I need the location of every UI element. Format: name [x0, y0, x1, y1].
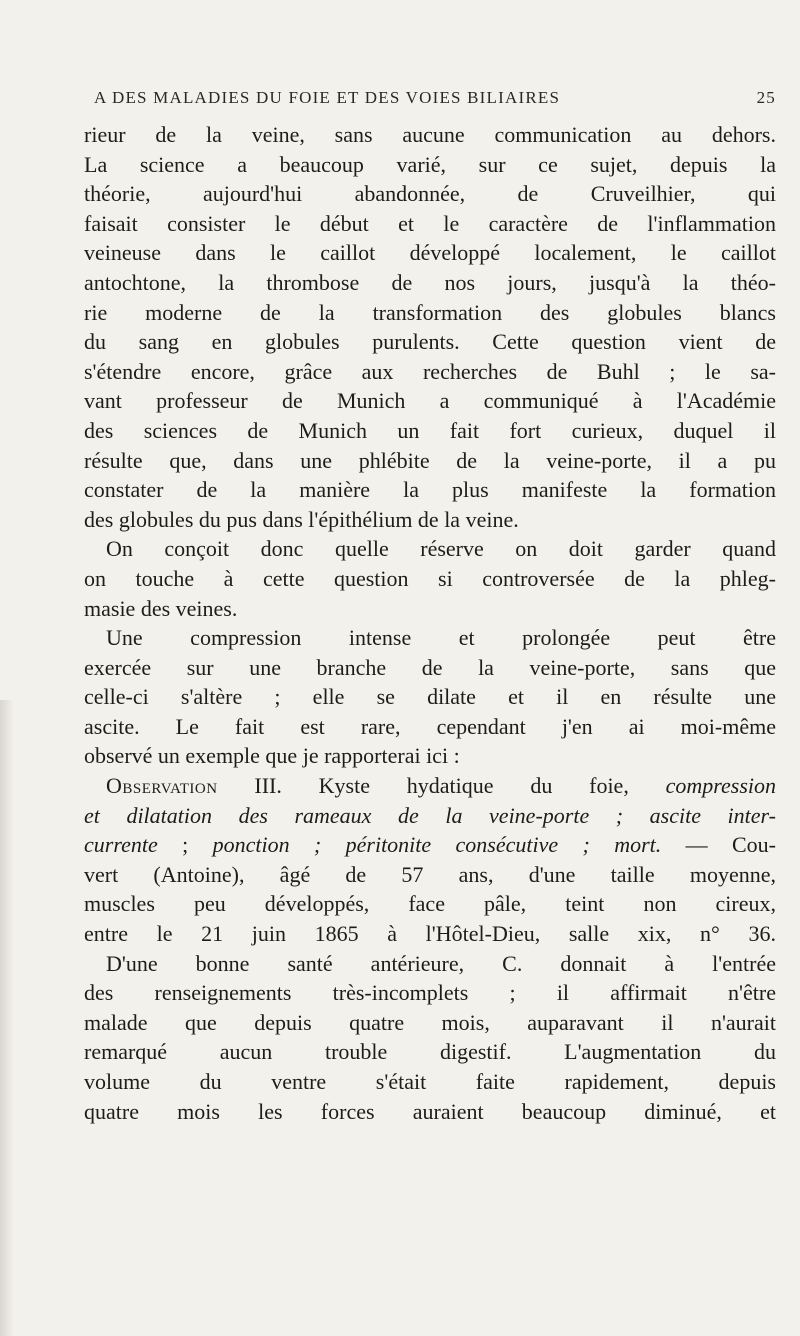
text-line: on touche à cette question si controversée de la phleg- — [84, 565, 776, 591]
text-line: théorie, aujourd'hui abandonnée, de Cruveilhier, qui — [84, 181, 776, 207]
text-line: veineuse dans le caillot développé localement, le caillot — [84, 240, 776, 266]
text-line: exercée sur une branche de la veine-porte, sans que — [84, 654, 776, 680]
running-header — [84, 88, 776, 116]
text-line: constater de la manière la plus manifeste la formation — [84, 477, 776, 503]
text-line: du sang en globules purulents. Cette question vient de — [84, 329, 776, 355]
text-line: D'une bonne santé antérieure, C. donnait à l'entrée — [106, 950, 776, 976]
text-line: s'étendre encore, grâce aux recherches de Buhl ; le sa- — [84, 358, 776, 384]
text-line: vant professeur de Munich a communiqué à l'Académie — [84, 388, 776, 414]
text-line: La science a beaucoup varié, sur ce sujet, depuis la — [84, 151, 776, 177]
observation-title-line: et dilatation des rameaux de la veine-porte ; ascite inter- — [84, 802, 776, 828]
page-number: 25 — [756, 88, 776, 107]
text-line: ascite. Le fait est rare, cependant j'en ai moi-même — [84, 713, 776, 739]
running-title: A DES MALADIES DU FOIE ET DES VOIES BILIAIRES — [94, 88, 561, 107]
text-line: On conçoit donc quelle réserve on doit garder quand — [106, 536, 776, 562]
text-line: des sciences de Munich un fait fort curieux, duquel il — [84, 417, 776, 443]
text-line: des renseignements très-incomplets ; il affirmait n'être — [84, 980, 776, 1006]
observation-title-line: currente ; ponction ; péritonite consécutive ; mort. — Cou- — [84, 832, 776, 858]
body-text — [84, 120, 776, 1126]
text-line: malade que depuis quatre mois, auparavant il n'aurait — [84, 1009, 776, 1035]
text-line: antochtone, la thrombose de nos jours, jusqu'à la théo- — [84, 269, 776, 295]
text-line: entre le 21 juin 1865 à l'Hôtel-Dieu, salle xix, n° 36. — [84, 921, 776, 947]
text-line: vert (Antoine), âgé de 57 ans, d'une taille moyenne, — [84, 861, 776, 887]
text-line: faisait consister le début et le caractère de l'inflammation — [84, 210, 776, 236]
text-line: masie des veines. — [84, 595, 238, 621]
observation-number: III. — [254, 773, 282, 799]
text-line: Une compression intense et prolongée peut être — [106, 625, 776, 651]
text-line: rie moderne de la transformation des globules blancs — [84, 299, 776, 325]
page-edge-shadow — [0, 700, 14, 1336]
text-line: quatre mois les forces auraient beaucoup diminué, et — [84, 1098, 776, 1124]
observation-title: Kyste hydatique du foie, — [318, 773, 629, 799]
text-line: volume du ventre s'était faite rapidement, depuis — [84, 1069, 776, 1094]
text-line: remarqué aucun trouble digestif. L'augmentation du — [84, 1039, 776, 1065]
text-line: résulte que, dans une phlébite de la veine-porte, il a pu — [84, 447, 776, 473]
observation-heading-line — [84, 771, 776, 801]
text-line: observé un exemple que je rapporterai ici : — [84, 743, 460, 769]
observation-title-italic: compression — [665, 773, 776, 799]
text-line: rieur de la veine, sans aucune communication au dehors. — [84, 122, 776, 147]
observation-label: Observation — [106, 773, 218, 799]
text-line: celle-ci s'altère ; elle se dilate et il en résulte une — [84, 684, 776, 710]
text-line: des globules du pus dans l'épithélium de la veine. — [84, 506, 519, 532]
text-line: muscles peu développés, face pâle, teint non cireux, — [84, 891, 776, 917]
